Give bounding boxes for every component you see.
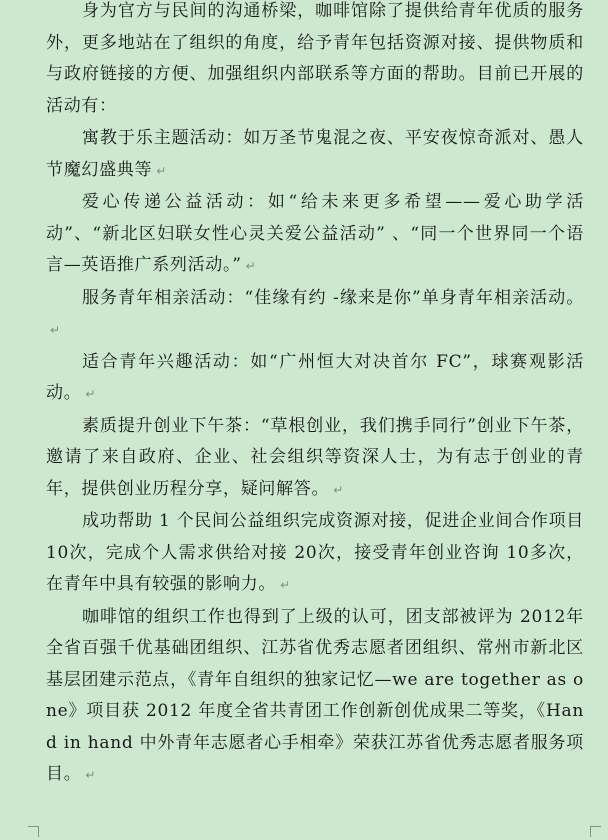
paragraph-3[interactable] xyxy=(46,187,584,283)
paragraph-mark: ↵ xyxy=(85,768,97,782)
paragraph-2[interactable] xyxy=(46,123,584,187)
paragraph-mark: ↵ xyxy=(280,578,291,592)
paragraph-1-text: 身为官方与民间的沟通桥梁，咖啡馆除了提供给青年优质的服务外，更多地站在了组织的角度，给予青年包括资源对接、提供物质和与政府链接的方便、加强组织内部联系等方面的帮助。目前已开展的活动有： xyxy=(46,1,584,116)
paragraph-8-text: 咖啡馆的组织工作也得到了上级的认可，团支部被评为 2012年全省百强千优基础团组织、江苏省优秀志愿者团组织、常州市新北区基层团建示范点，《青年自组织的独家记忆—we are together as one》项目获 2012 年度全省共青团工作创新创优成果二等奖，《Hand in hand 中外青年志愿者心手相牵》荣获江苏省优秀志愿者服务项目。 xyxy=(46,606,584,784)
paragraph-6-text: 素质提升创业下午茶：“草根创业，我们携手同行”创业下午茶，邀请了来自政府、企业、社会组织等资深人士，为有志于创业的青年，提供创业历程分享，疑问解答。 xyxy=(46,415,584,499)
paragraph-6[interactable] xyxy=(46,411,584,507)
paragraph-5[interactable] xyxy=(46,347,584,411)
paragraph-1[interactable] xyxy=(46,0,584,123)
paragraph-2-text: 寓教于乐主题活动：如万圣节鬼混之夜、平安夜惊奇派对、愚人节魔幻盛典等 xyxy=(46,128,584,180)
paragraph-4-text: 服务青年相亲活动：“佳缘有约 -缘来是你”单身青年相亲活动。 xyxy=(82,287,584,308)
paragraph-mark: ↵ xyxy=(333,482,344,497)
paragraph-5-text: 适合青年兴趣活动：如“广州恒大对决首尔 FC”，球赛观影活动。 xyxy=(46,351,584,403)
page-corner-marker-right xyxy=(590,826,601,837)
paragraph-mark: ↵ xyxy=(156,163,167,178)
paragraph-7[interactable] xyxy=(46,506,584,602)
paragraph-mark: ↵ xyxy=(245,259,257,273)
paragraph-7-text: 成功帮助 1 个民间公益组织完成资源对接，促进企业间合作项目 10次，完成个人需求供给对接 20次，接受青年创业咨询 10多次，在青年中具有较强的影响力。 xyxy=(46,511,584,594)
paragraph-8[interactable] xyxy=(46,602,584,792)
paragraph-mark: ↵ xyxy=(85,387,97,401)
paragraph-3-text: 爱心传递公益活动：如“给未来更多希望——爱心助学活动”、“新北区妇联女性心灵关爱公益活动” 、“同一个世界同一个语言—英语推广系列活动。” xyxy=(46,192,584,275)
paragraph-mark: ↵ xyxy=(50,323,61,337)
paragraph-4[interactable] xyxy=(46,283,584,347)
page-corner-marker-left xyxy=(28,826,39,837)
